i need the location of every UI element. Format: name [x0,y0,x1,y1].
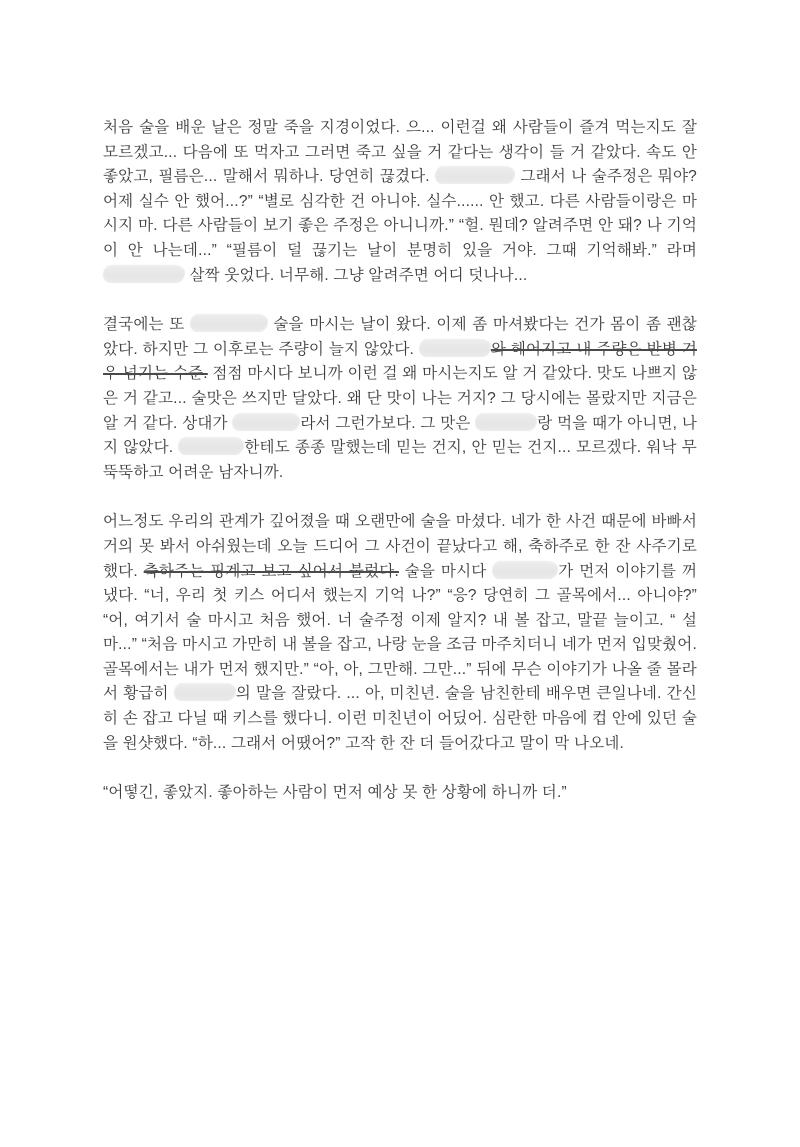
text-run: 한테도 종종 말했는데 믿는 건지, 안 믿는 건지... 모르겠다. 워낙 무뚝뚝하고 어려운 남자니까. [103,439,697,481]
text-run: 술을 마시는 날이 왔다. 이제 좀 마셔봤다는 건가 몸이 좀 괜찮았다. 하지만 그 이후로는 주량이 늘지 않았다. [103,316,697,358]
text-run: “어떻긴, 좋았지. 좋아하는 사람이 먼저 예상 못 한 상황에 하니까 더.” [103,784,567,802]
text-run: 의 말을 잘랐다. ... 아, 미친년. 술을 남친한테 배우면 큰일나네. 간신히 손 잡고 다닐 때 키스를 했다니. 이런 미친년이 어딨어. 심란한 마음에 컵 안에 있던 술을 원샷했다. “하... 그래서 어땠어?” 고작 한 잔 더 들어갔다고 말이 막 나오네. [103,685,697,752]
paragraph [103,510,697,756]
strikethrough-text: 와 헤어지고 내 주량은 반병 겨우 넘기는 수준. [103,340,697,383]
redaction-mark [475,413,537,431]
text-run: 랑 먹을 때가 아니면, 나지 않았다. [103,414,698,457]
paragraph [103,781,697,806]
paragraph [103,313,697,485]
redaction-mark [232,413,300,431]
redaction-mark [190,314,268,332]
text-run: 처음 술을 배운 날은 정말 죽을 지경이었다. 으... 이런걸 왜 사람들이 즐겨 먹는지도 잘 모르겠고... 다음에 또 먹자고 그러면 죽고 싶을 거 같다는 생각이 들 거 같았다. 속도 안 좋았고, 필름은... 말해서 뭐하나. 당연히 끊겼다. [103,119,697,186]
redaction-mark [174,683,236,701]
redaction-mark [103,265,185,283]
redaction-mark [492,561,558,579]
text-run: 그래서 나 술주정은 뭐야? 어제 실수 안 했어...?” “별로 심각한 건 아니야. 실수...... 안 했고. 다른 사람들이랑은 마시지 마. 다른 사람들이 보기 좋은 주정은 아니니까.” “헐. 뭔데? 알려주면 안 돼? 나 기억이 안 나는데...” “필름이 덜 끊기는 날이 분명히 있을 거야. 그때 기억해봐.” 라며 [103,168,697,259]
strikethrough-text: 축하주는 핑계고 보고 싶어서 불렀다. [143,562,399,580]
text-run: 결국에는 또 [103,316,190,334]
text-run: 술을 마시다 [398,562,493,580]
text-run: 어느정도 우리의 관계가 깊어졌을 때 오랜만에 술을 마셨다. 네가 한 사건 때문에 바빠서 거의 못 봐서 아쉬웠는데 오늘 드디어 그 사건이 끝났다고 해, 축하주로 한 잔 사주기로 했다. [103,513,697,580]
text-run: 점점 마시다 보니까 이런 걸 왜 마시는지도 알 거 같았다. 맛도 나쁘지 않은 거 같고... 술맛은 쓰지만 달았다. 왜 단 맛이 나는 거지? 그 당시에는 몰랐지만 지금은 알 거 같다. 상대가 [103,365,698,432]
redaction-mark [435,166,515,184]
text-run: 살짝 웃었다. 너무해. 그냥 알려주면 어디 덧나나... [185,266,528,284]
document-body [103,116,697,806]
text-run: 라서 그런가보다. 그 맛은 [300,414,476,432]
redaction-mark [419,339,491,357]
redaction-mark [178,437,244,455]
text-run: 가 먼저 이야기를 꺼냈다. “너, 우리 첫 키스 어디서 했는지 기억 나?” “응? 당연히 그 골목에서... 아니야?” “어, 여기서 술 마시고 처음 했어. 너 술주정 이제 알지? 내 볼 잡고, 말끝 늘이고. “ 설마...” “처음 마시고 가만히 내 볼을 잡고, 나랑 눈을 조금 마주치더니 네가 먼저 입맞췄어. 골목에서는 내가 먼저 했지만.” “아, 아, 그만해. 그만...” 뒤에 무슨 이야기가 나올 줄 몰라서 황급히 [103,562,697,703]
paragraph [103,116,697,288]
